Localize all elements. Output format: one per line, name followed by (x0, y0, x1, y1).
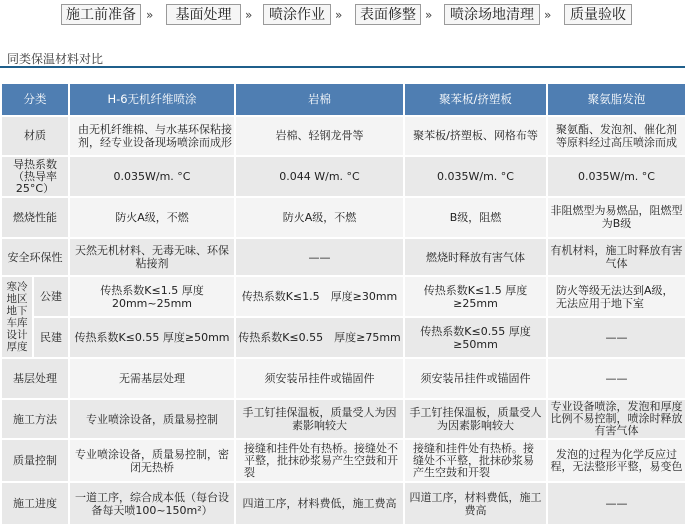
cell: 传热系数K≤0.55 厚度≥50mm (405, 318, 546, 357)
cell: 一道工序，综合成本低（每台设备每天喷100~150m²） (70, 483, 234, 524)
row-label-conductivity: 导热系数（热导率25°C） (2, 157, 68, 196)
row-label-method: 施工方法 (2, 400, 68, 439)
cell: 0.035W/m. °C (70, 157, 234, 196)
arrow-icon: » (245, 8, 250, 22)
cell: 防火等级无法达到A级，无法应用于地下室 (548, 277, 685, 316)
row-label-base: 基层处理 (2, 359, 68, 398)
table-row (2, 440, 685, 481)
cell: B级，阻燃 (405, 198, 546, 237)
cell: 四道工序，材料费低，施工费高 (405, 483, 546, 524)
cell: 传热系数K≤0.55 厚度≥50mm (70, 318, 234, 357)
cell: 防火A级，不燃 (236, 198, 403, 237)
cell: 有机材料，施工时释放有害气体 (548, 239, 685, 276)
table-row (2, 359, 685, 398)
table-row (2, 198, 685, 237)
header-category: 分类 (2, 84, 68, 115)
arrow-icon: » (425, 8, 430, 22)
arrow-icon: » (335, 8, 340, 22)
table-row (2, 277, 685, 316)
cell: —— (236, 239, 403, 276)
cell: 接缝和挂件处有热桥。接缝处不平整，批抹砂浆易产生空鼓和开裂 (236, 440, 403, 481)
cell: 须安装吊挂件或锚固件 (236, 359, 403, 398)
header-col3: 聚苯板/挤塑板 (405, 84, 546, 115)
row-label-schedule: 施工进度 (2, 483, 68, 524)
cell: 由无机纤维棉、与水基环保粘接剂，经专业设备现场喷涂而成形 (70, 117, 234, 156)
table-row (2, 157, 685, 196)
cell: 无需基层处理 (70, 359, 234, 398)
cell: —— (548, 318, 685, 357)
cell: 防火A级，不燃 (70, 198, 234, 237)
step-spraying[interactable]: 喷涂作业 (263, 4, 331, 25)
step-preparation[interactable]: 施工前准备 (61, 4, 141, 25)
process-flow (0, 0, 685, 30)
cell: 接缝和挂件处有热桥。接缝处不平整，批抹砂浆易产生空鼓和开裂 (405, 440, 546, 481)
cell: 手工钉挂保温板，质量受人为因素影响较大 (405, 400, 546, 439)
table-row (2, 117, 685, 156)
cell: 非阻燃型为易燃品，阻燃型为B级 (548, 198, 685, 237)
cell: 岩棉、轻钢龙骨等 (236, 117, 403, 156)
header-col1: H-6无机纤维喷涂 (70, 84, 234, 115)
table-row (2, 400, 685, 439)
header-col2: 岩棉 (236, 84, 403, 115)
table-row (2, 483, 685, 524)
row-sublabel-civil: 民建 (34, 318, 68, 357)
divider (0, 66, 685, 68)
arrow-icon: » (544, 8, 549, 22)
table-row (2, 239, 685, 276)
cell: 四道工序，材料费低，施工费高 (236, 483, 403, 524)
cell: 专业设备喷涂，发泡和厚度比例不易控制，喷涂时释放有害气体 (548, 400, 685, 439)
step-base-treatment[interactable]: 基面处理 (166, 4, 241, 25)
cell: 专业喷涂设备，质量易控制 (70, 400, 234, 439)
cell: 聚苯板/挤塑板、网格布等 (405, 117, 546, 156)
cell: 传热系数K≤1.5 厚度20mm~25mm (70, 277, 234, 316)
cell: 须安装吊挂件或锚固件 (405, 359, 546, 398)
cell: 发泡的过程为化学反应过程，无法整形平整，易变色 (548, 440, 685, 481)
cell: 燃烧时释放有害气体 (405, 239, 546, 276)
table-header-row (2, 84, 685, 115)
cell: 0.035W/m. °C (548, 157, 685, 196)
step-quality-acceptance[interactable]: 质量验收 (564, 4, 632, 25)
header-col4: 聚氨脂发泡 (548, 84, 685, 115)
cell: —— (548, 483, 685, 524)
row-label-cold-zone: 寒冷地区地下车库设计厚度 (2, 277, 32, 356)
row-label-safety: 安全环保性 (2, 239, 68, 276)
cell: 手工钉挂保温板，质量受人为因素影响较大 (236, 400, 403, 439)
step-surface-finishing[interactable]: 表面修整 (355, 4, 421, 25)
cell: 传热系数K≤1.5 厚度≥30mm (236, 277, 403, 316)
cell: 0.044 W/m. °C (236, 157, 403, 196)
cell: 专业喷涂设备，质量易控制，密闭无热桥 (70, 440, 234, 481)
cell: —— (548, 359, 685, 398)
row-label-quality: 质量控制 (2, 440, 68, 481)
step-site-cleaning[interactable]: 喷涂场地清理 (444, 4, 540, 25)
row-label-material: 材质 (2, 117, 68, 156)
table-row (2, 318, 685, 357)
row-label-combustion: 燃烧性能 (2, 198, 68, 237)
cell: 聚氨酯、发泡剂、催化剂等原料经过高压喷涂而成 (548, 117, 685, 156)
arrow-icon: » (146, 8, 151, 22)
cell: 传热系数K≤1.5 厚度≥25mm (405, 277, 546, 316)
cell: 0.035W/m. °C (405, 157, 546, 196)
cell: 天然无机材料、无毒无味、环保粘接剂 (70, 239, 234, 276)
cell: 传热系数K≤0.55 厚度≥75mm (236, 318, 403, 357)
row-sublabel-public: 公建 (34, 277, 68, 316)
section-title: 同类保温材料对比 (7, 52, 104, 66)
comparison-table (0, 82, 685, 526)
